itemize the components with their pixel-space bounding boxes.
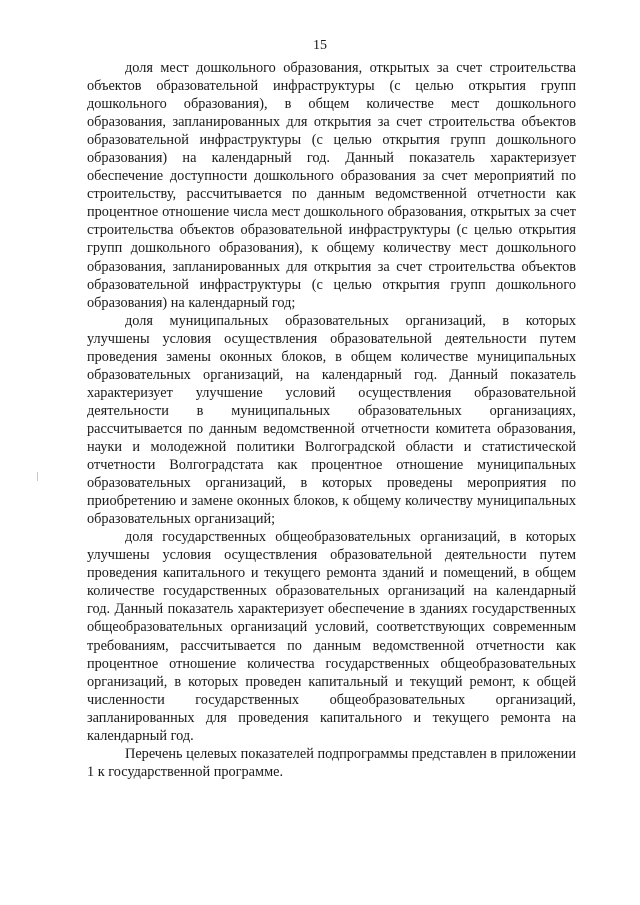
page-number: 15 [313, 38, 327, 53]
paragraph-repair-indicator: доля государственных общеобразовательных организаций, в которых улучшены условия осуществления образовательной деятельности путем проведения капитального и текущего ремонта зданий и помещений, в общем количестве государственных образовательных организаций на календарный год. Данный показатель характеризует обеспечение в зданиях государственных общеобразовательных организаций условий, соответствующих современным требованиям, рассчитывается по данным ведомственной отчетности как процентное отношение количества государственных общеобразовательных организаций, в которых проведен капитальный и текущий ремонт, к общей численности государственных общеобразовательных организаций, запланированных для проведения капитального и текущего ремонта на календарный год. [87, 529, 576, 744]
margin-mark [37, 472, 38, 481]
document-body [87, 59, 576, 781]
paragraph-preschool-places-indicator: доля мест дошкольного образования, открытых за счет строительства объектов образовательной инфраструктуры (с целью открытия групп дошкольного образования), в общем количестве мест дошкольного образования, запланированных для открытия за счет строительства объектов образовательной инфраструктуры (с целью открытия групп дошкольного образования) на календарный год. Данный показатель характеризует обеспечение доступности дошкольного образования за счет мероприятий по строительству, рассчитывается по данным ведомственной отчетности как процентное отношение числа мест дошкольного образования, открытых за счет строительства объектов образовательной инфраструктуры (с целью открытия групп дошкольного образования), к общему количеству мест дошкольного образования, запланированных для открытия за счет строительства объектов образовательной инфраструктуры (с целью открытия групп дошкольного образования) на календарный год; [87, 60, 576, 311]
paragraph-window-replacement-indicator: доля муниципальных образовательных организаций, в которых улучшены условия осуществления образовательной деятельности путем проведения замены оконных блоков, в общем количестве муниципальных образовательных организаций, на календарный год. Данный показатель характеризует улучшение условий осуществления образовательной деятельности в муниципальных образовательных организациях, рассчитывается по данным ведомственной отчетности комитета образования, науки и молодежной политики Волгоградской области и статистической отчетности Волгоградстата как процентное отношение муниципальных образовательных организаций, в которых проведены мероприятия по приобретению и замене оконных блоков, к общему количеству муниципальных образовательных организаций; [87, 312, 576, 528]
paragraph-indicators-list-reference: Перечень целевых показателей подпрограммы представлен в приложении 1 к государственной программе. [87, 745, 576, 780]
